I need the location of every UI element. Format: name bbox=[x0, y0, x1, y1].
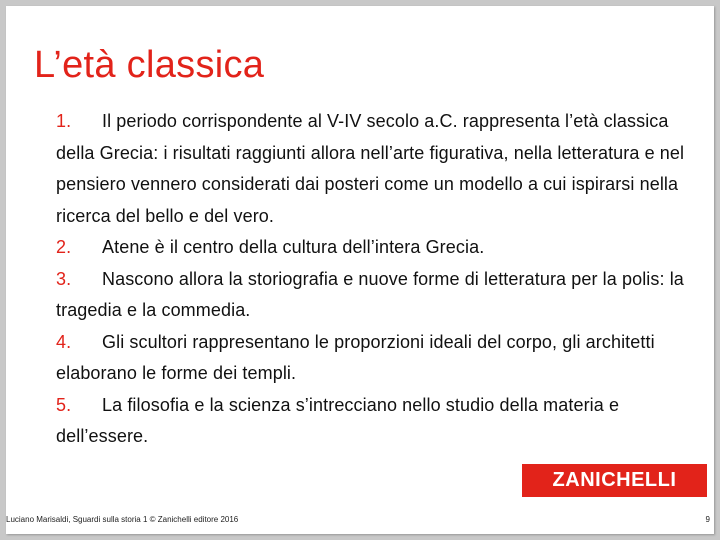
item-number: 4. bbox=[56, 331, 72, 352]
slide-content bbox=[56, 106, 696, 453]
slide bbox=[6, 6, 714, 534]
slide-title: L’età classica bbox=[34, 44, 265, 86]
item-text: Gli scultori rappresentano le proporzioni ideali del corpo, gli architetti elaborano le forme dei templi. bbox=[56, 331, 655, 383]
list-item bbox=[56, 327, 696, 390]
footer-credit: Luciano Marisaldi, Sguardi sulla storia 1 © Zanichelli editore 2016 bbox=[6, 515, 239, 524]
page-number: 9 bbox=[705, 515, 710, 524]
item-number: 3. bbox=[56, 268, 72, 289]
zanichelli-logo: ZANICHELLI bbox=[522, 464, 707, 497]
list-item bbox=[56, 232, 696, 264]
list-item bbox=[56, 390, 696, 453]
item-text: Il periodo corrispondente al V-IV secolo a.C. rappresenta l’età classica della Grecia: i risultati raggiunti allora nell’arte figurativa, nella letteratura e nel pensiero vennero considerati dai posteri come un modello a cui ispirarsi nella ricerca del bello e del vero. bbox=[56, 111, 685, 226]
item-text: Nascono allora la storiografia e nuove forme di letteratura per la polis: la tragedia e la commedia. bbox=[56, 268, 684, 320]
item-text: La filosofia e la scienza s’intrecciano nello studio della materia e dell’essere. bbox=[56, 394, 620, 446]
item-number: 5. bbox=[56, 394, 72, 415]
item-number: 1. bbox=[56, 111, 72, 131]
item-text: Atene è il centro della cultura dell’intera Grecia. bbox=[102, 237, 485, 257]
item-number: 2. bbox=[56, 237, 72, 257]
list-item bbox=[56, 264, 696, 327]
list-item bbox=[56, 106, 696, 232]
